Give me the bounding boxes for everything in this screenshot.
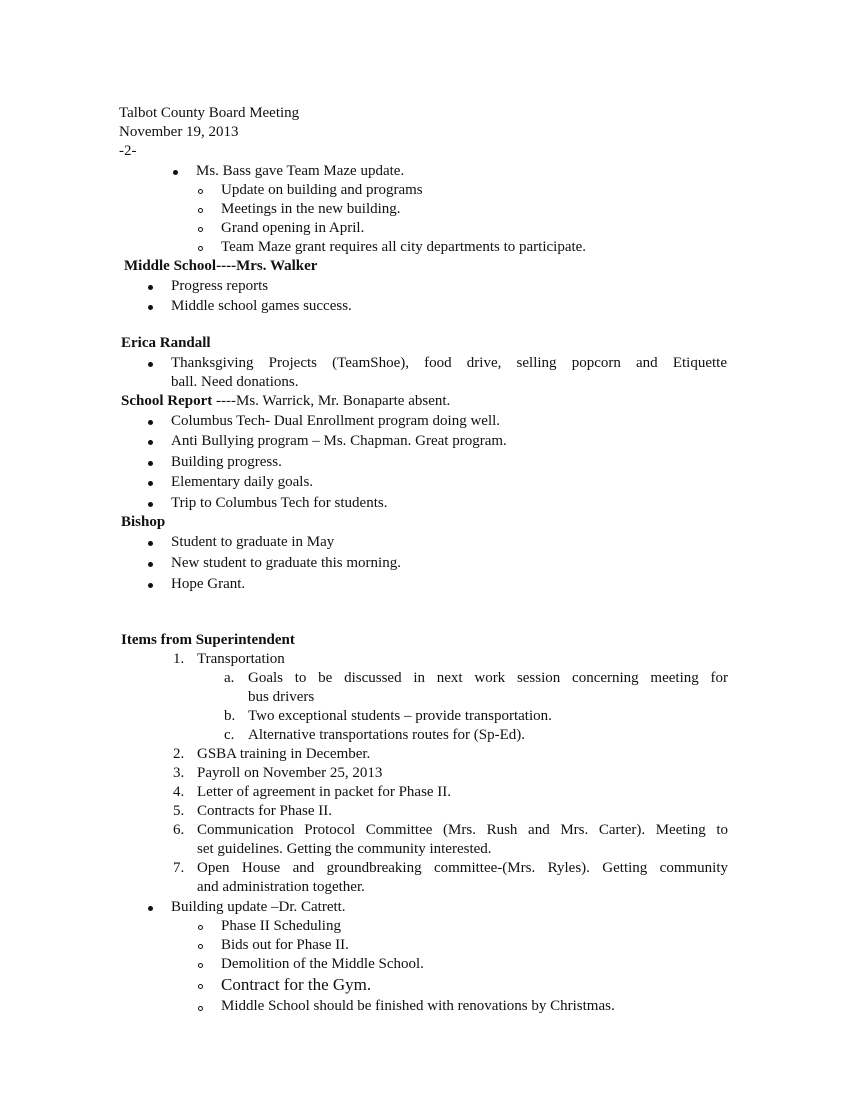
number-marker: 6. [173, 822, 185, 838]
list-item: Contract for the Gym. [221, 975, 372, 994]
bullet-icon [148, 461, 153, 466]
transport-item-c: Alternative transportations routes for (Sp-Ed). [248, 727, 526, 743]
number-marker: 5. [173, 803, 185, 819]
transport-item-a-line-2: bus drivers [248, 689, 315, 705]
school-report-heading [121, 392, 450, 412]
number-marker: 7. [173, 860, 185, 876]
hollow-bullet-icon [198, 246, 203, 251]
list-item: Middle School should be finished with renovations by Christmas. [221, 998, 615, 1014]
meeting-date: November 19, 2013 [119, 124, 239, 140]
list-item: Hope Grant. [171, 576, 246, 592]
item-7-line-2: and administration together. [197, 879, 365, 895]
list-item: Grand opening in April. [221, 220, 365, 236]
hollow-bullet-icon [198, 208, 203, 213]
hollow-bullet-icon [198, 1006, 203, 1011]
number-marker: 1. [173, 651, 185, 667]
list-item: Bids out for Phase II. [221, 937, 349, 953]
building-update-heading: Building update –Dr. Catrett. [171, 899, 346, 915]
bullet-icon [148, 906, 153, 911]
hollow-bullet-icon [198, 984, 203, 989]
hollow-bullet-icon [198, 227, 203, 232]
superintendent-heading: Items from Superintendent [121, 632, 295, 648]
transportation-label: Transportation [197, 651, 285, 667]
number-marker: 4. [173, 784, 185, 800]
bullet-icon [173, 170, 178, 175]
school-report-label: School Report [121, 393, 213, 409]
bullet-icon [148, 420, 153, 425]
list-item: Building progress. [171, 454, 282, 470]
item-6-line-2: set guidelines. Getting the community interested. [197, 841, 492, 857]
list-item: GSBA training in December. [197, 746, 371, 762]
list-item: Team Maze grant requires all city departments to participate. [221, 239, 587, 255]
list-item: Middle school games success. [171, 298, 352, 314]
bullet-icon [148, 502, 153, 507]
number-marker: 3. [173, 765, 185, 781]
page-number: -2- [119, 143, 137, 159]
list-item: Anti Bullying program – Ms. Chapman. Great program. [171, 433, 507, 449]
list-item: New student to graduate this morning. [171, 555, 401, 571]
letter-marker: a. [224, 670, 235, 686]
team-maze-heading: Ms. Bass gave Team Maze update. [196, 163, 405, 179]
meeting-title: Talbot County Board Meeting [119, 105, 300, 121]
item-7-line-1: Open House and groundbreaking committee-(Mrs. Ryles). Getting community [197, 860, 728, 876]
bullet-icon [148, 481, 153, 486]
bullet-icon [148, 562, 153, 567]
list-item: Payroll on November 25, 2013 [197, 765, 383, 781]
list-item: Demolition of the Middle School. [221, 956, 424, 972]
bullet-icon [148, 305, 153, 310]
number-marker: 2. [173, 746, 185, 762]
bullet-icon [148, 440, 153, 445]
item-6-line-1: Communication Protocol Committee (Mrs. Rush and Mrs. Carter). Meeting to [197, 822, 728, 838]
letter-marker: b. [224, 708, 236, 724]
hollow-bullet-icon [198, 925, 203, 930]
hollow-bullet-icon [198, 944, 203, 949]
list-item: Student to graduate in May [171, 534, 335, 550]
list-item: Meetings in the new building. [221, 201, 401, 217]
bishop-heading: Bishop [121, 514, 166, 530]
transport-item-a-line-1: Goals to be discussed in next work session concerning meeting for [248, 670, 728, 686]
list-item: Elementary daily goals. [171, 474, 314, 490]
bullet-icon [148, 362, 153, 367]
list-item: Progress reports [171, 278, 269, 294]
hollow-bullet-icon [198, 963, 203, 968]
transport-item-b: Two exceptional students – provide transportation. [248, 708, 552, 724]
list-item: Contracts for Phase II. [197, 803, 332, 819]
bullet-icon [148, 583, 153, 588]
list-item: Letter of agreement in packet for Phase II. [197, 784, 452, 800]
letter-marker: c. [224, 727, 235, 743]
bullet-icon [148, 541, 153, 546]
erica-line-1: Thanksgiving Projects (TeamShoe), food drive, selling popcorn and Etiquette [171, 355, 727, 371]
list-item: Columbus Tech- Dual Enrollment program doing well. [171, 413, 501, 429]
list-item: Update on building and programs [221, 182, 423, 198]
list-item: Trip to Columbus Tech for students. [171, 495, 388, 511]
school-report-attendance: ----Ms. Warrick, Mr. Bonaparte absent. [212, 393, 451, 409]
hollow-bullet-icon [198, 189, 203, 194]
middle-school-heading: Middle School----Mrs. Walker [124, 258, 318, 274]
erica-line-2: ball. Need donations. [171, 374, 299, 390]
erica-heading: Erica Randall [121, 335, 211, 351]
list-item: Phase II Scheduling [221, 918, 341, 934]
bullet-icon [148, 285, 153, 290]
